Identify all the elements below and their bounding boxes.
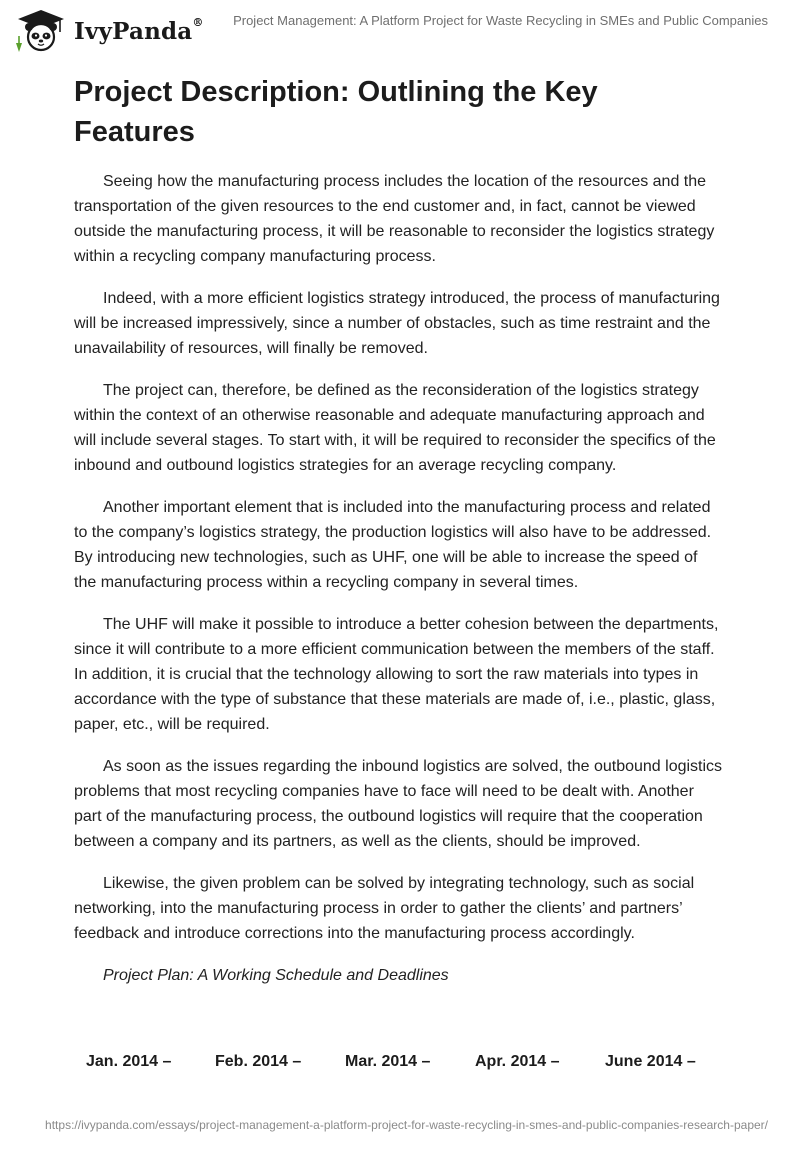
schedule-date: Feb. 2014 – (215, 1053, 302, 1070)
paragraph: Another important element that is included into the manufacturing process and related to the company’s logistics strategy, the production logistics will also have to be addressed. By introducing new technologies, such as UHF, one will be able to increase the speed of the manufacturing process within a recycling company in several times. (74, 499, 712, 591)
panda-logo-icon (14, 8, 68, 54)
paragraph: Seeing how the manufacturing process includes the location of the resources and the transportation of the given resources to the end customer and, in fact, cannot be viewed outside the manufacturing process, it will be reasonable to reconsider the logistics strategy within a recycling company manufacturing process. (74, 173, 715, 265)
brand-name (74, 15, 204, 45)
paragraph-list (74, 169, 724, 988)
paragraph: Indeed, with a more efficient logistics strategy introduced, the process of manufacturing will be increased impressively, since a number of obstacles, such as time restraint and the unavailability of resources, will finally be removed. (74, 290, 720, 357)
schedule-date: Jan. 2014 – (86, 1053, 172, 1070)
article-body (74, 72, 724, 988)
section-heading: Project Description: Outlining the Key Features (74, 76, 598, 148)
brand-logo[interactable] (14, 8, 204, 54)
paragraph: Likewise, the given problem can be solved by integrating technology, such as social networking, into the manufacturing process in order to gather the clients’ and partners’ feedback and introduce corrections into the manufacturing process accordingly. (74, 875, 695, 942)
paragraph: The UHF will make it possible to introduce a better cohesion between the departments, since it will contribute to a more efficient communication between the members of the staff. In addition, it is crucial that the technology allowing to sort the raw materials into types in accordance with the type of substance that these materials are made of, i.e., plastic, glass, paper, etc., will be required. (74, 616, 719, 733)
paragraph: The project can, therefore, be defined as the reconsideration of the logistics strategy within the context of an otherwise reasonable and adequate manufacturing approach and will include several stages. To start with, it will be required to reconsider the specifics of the inbound and outbound logistics strategies for an average recycling company. (74, 382, 716, 474)
page-header (0, 0, 800, 60)
schedule-row (86, 1053, 766, 1071)
schedule-date: June 2014 – (605, 1053, 696, 1070)
schedule-date: Mar. 2014 – (345, 1053, 431, 1070)
schedule-date: Apr. 2014 – (475, 1053, 560, 1070)
source-url[interactable]: https://ivypanda.com/essays/project-management-a-platform-project-for-waste-recycling-in-smes-and-public-companies-research-paper/ (45, 1118, 768, 1132)
trademark-symbol: ® (192, 15, 204, 29)
running-title: Project Management: A Platform Project for Waste Recycling in SMEs and Public Companies (233, 13, 768, 28)
brand-name-text: IvyPanda (74, 17, 193, 45)
project-plan-subtitle: Project Plan: A Working Schedule and Deadlines (103, 967, 449, 984)
paragraph: As soon as the issues regarding the inbound logistics are solved, the outbound logistics problems that most recycling companies have to face will need to be dealt with. Another part of the manufacturing process, the outbound logistics will require that the cooperation between a company and its partners, as well as the clients, should be improved. (74, 758, 723, 850)
